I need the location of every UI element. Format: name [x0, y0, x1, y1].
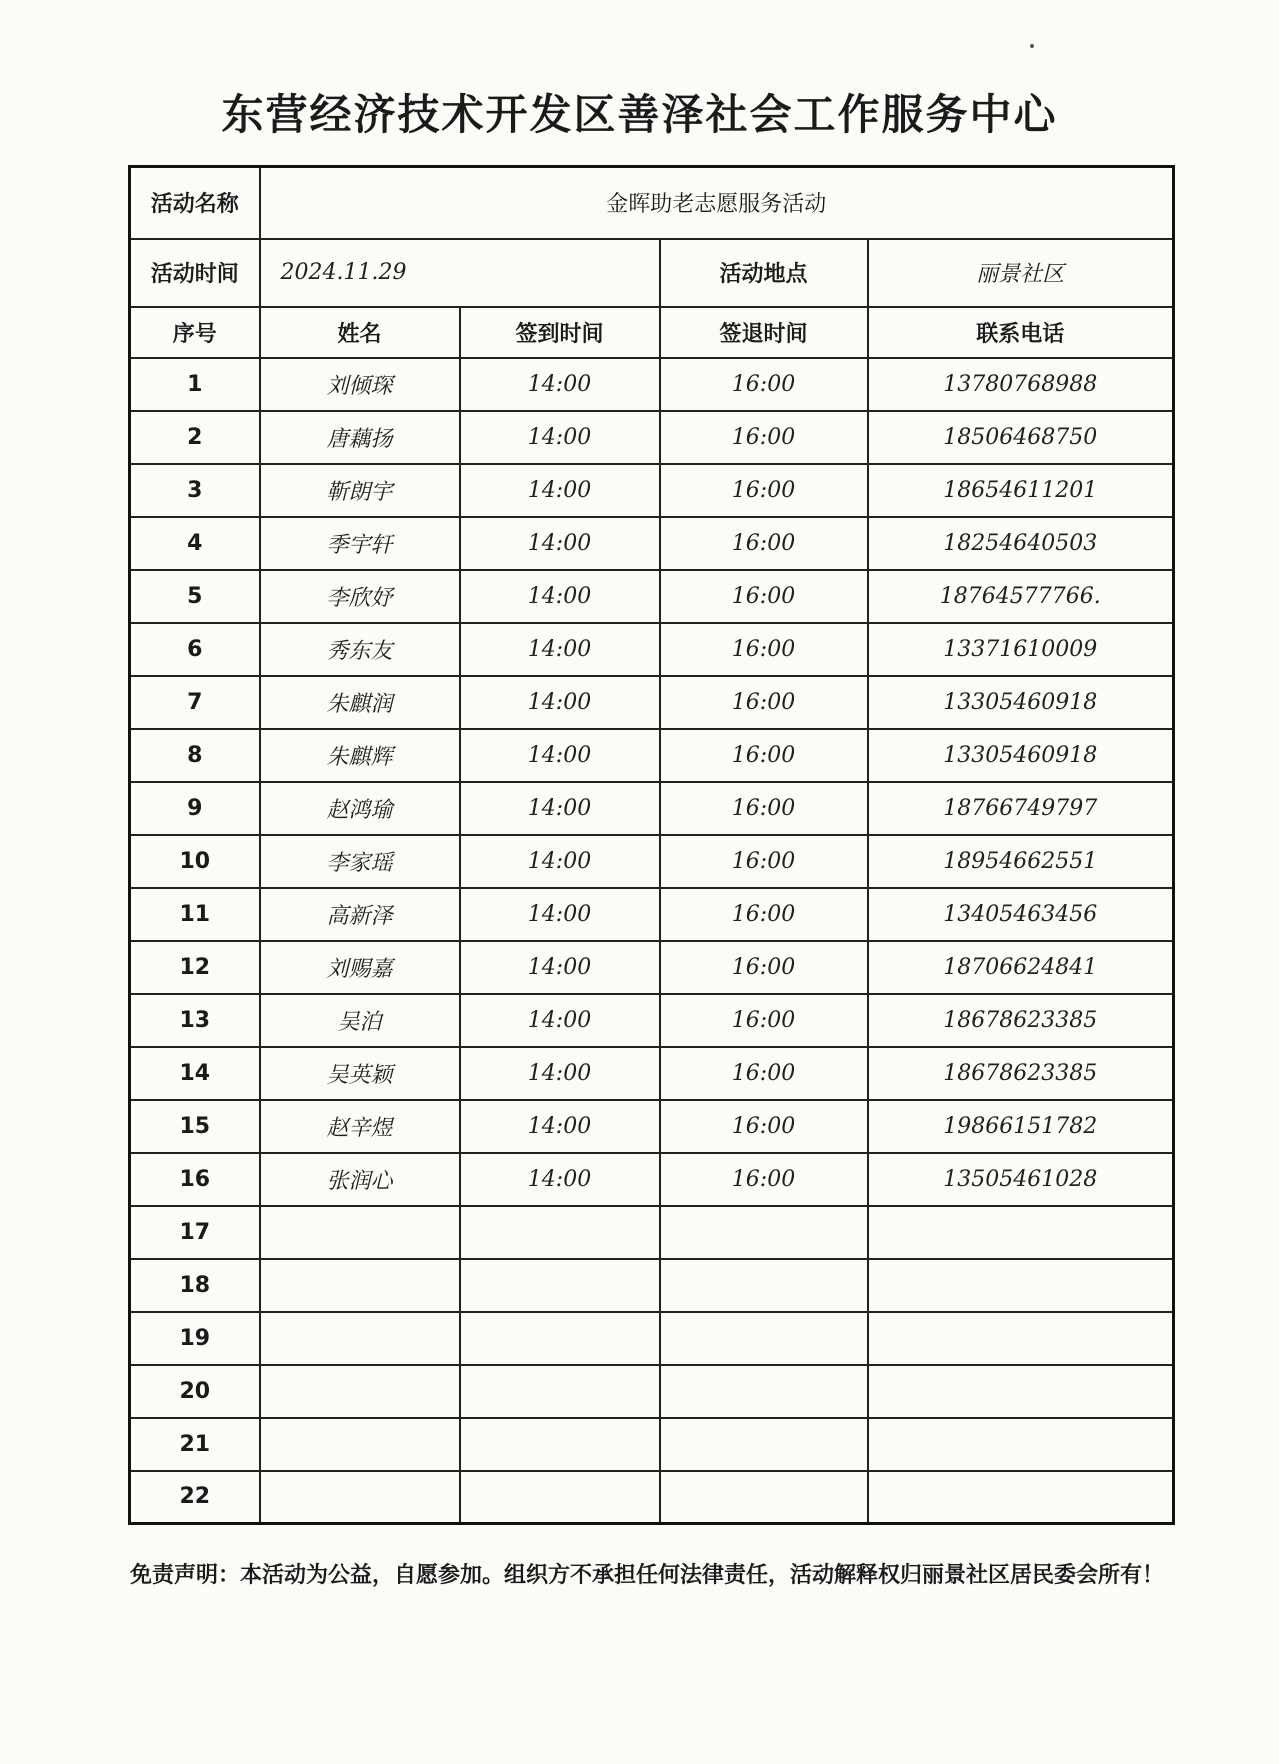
row-seq: 9: [130, 782, 260, 835]
row-name: 朱麒润: [260, 676, 460, 729]
row-seq: 10: [130, 835, 260, 888]
row-sign-out-time: 16:00: [660, 994, 868, 1047]
row-sign-in-time: [460, 1259, 660, 1312]
row-name: 李家瑶: [260, 835, 460, 888]
row-sign-in-time: 14:00: [460, 782, 660, 835]
row-phone: [868, 1206, 1174, 1259]
column-header-name: 姓名: [260, 307, 460, 358]
table-row: [130, 570, 1174, 623]
row-sign-out-time: 16:00: [660, 411, 868, 464]
activity-name-label: 活动名称: [130, 167, 260, 239]
table-row: [130, 411, 1174, 464]
row-sign-out-time: 16:00: [660, 835, 868, 888]
row-sign-in-time: 14:00: [460, 835, 660, 888]
row-name: 吴泊: [260, 994, 460, 1047]
row-name: 唐藕扬: [260, 411, 460, 464]
row-sign-out-time: 16:00: [660, 941, 868, 994]
row-sign-in-time: 14:00: [460, 941, 660, 994]
row-name: [260, 1471, 460, 1524]
sign-in-sheet: [128, 165, 1175, 1525]
row-sign-in-time: [460, 1365, 660, 1418]
row-seq: 4: [130, 517, 260, 570]
row-name: [260, 1418, 460, 1471]
row-name: 朱麒辉: [260, 729, 460, 782]
table-row: [130, 782, 1174, 835]
row-sign-out-time: 16:00: [660, 782, 868, 835]
row-sign-in-time: 14:00: [460, 464, 660, 517]
row-sign-out-time: 16:00: [660, 623, 868, 676]
table-row: [130, 623, 1174, 676]
row-sign-out-time: [660, 1471, 868, 1524]
table-row: [130, 835, 1174, 888]
activity-name-row: [130, 167, 1174, 239]
row-seq: 16: [130, 1153, 260, 1206]
row-name: 高新泽: [260, 888, 460, 941]
row-sign-in-time: 14:00: [460, 411, 660, 464]
activity-place-label: 活动地点: [660, 239, 868, 307]
row-name: 季宇轩: [260, 517, 460, 570]
activity-name-value: 金晖助老志愿服务活动: [260, 167, 1174, 239]
row-sign-in-time: 14:00: [460, 623, 660, 676]
row-name: 李欣妤: [260, 570, 460, 623]
row-seq: 20: [130, 1365, 260, 1418]
row-phone: 18954662551: [868, 835, 1174, 888]
table-row: [130, 676, 1174, 729]
column-header-row: [130, 307, 1174, 358]
row-seq: 13: [130, 994, 260, 1047]
table-row: [130, 1153, 1174, 1206]
row-name: 秀东友: [260, 623, 460, 676]
row-sign-in-time: [460, 1471, 660, 1524]
row-phone: [868, 1418, 1174, 1471]
activity-time-label: 活动时间: [130, 239, 260, 307]
disclaimer-text: 免责声明：本活动为公益，自愿参加。组织方不承担任何法律责任，活动解释权归丽景社区居民委会所有！: [130, 1563, 1165, 1588]
row-seq: 12: [130, 941, 260, 994]
row-name: [260, 1312, 460, 1365]
row-sign-in-time: 14:00: [460, 1153, 660, 1206]
row-seq: 15: [130, 1100, 260, 1153]
row-name: [260, 1365, 460, 1418]
table-row: [130, 1365, 1174, 1418]
table-row: [130, 941, 1174, 994]
row-name: 张润心: [260, 1153, 460, 1206]
table-row: [130, 729, 1174, 782]
row-sign-out-time: [660, 1418, 868, 1471]
row-phone: 13780768988: [868, 358, 1174, 411]
row-seq: 14: [130, 1047, 260, 1100]
row-name: 靳朗宇: [260, 464, 460, 517]
row-phone: 18766749797: [868, 782, 1174, 835]
row-phone: 13305460918: [868, 729, 1174, 782]
row-name: 赵辛煜: [260, 1100, 460, 1153]
row-sign-out-time: 16:00: [660, 729, 868, 782]
row-sign-out-time: [660, 1206, 868, 1259]
scan-speck: [1030, 44, 1034, 48]
table-row: [130, 358, 1174, 411]
table-row: [130, 1047, 1174, 1100]
row-phone: 18678623385: [868, 1047, 1174, 1100]
row-phone: 13405463456: [868, 888, 1174, 941]
table-row: [130, 517, 1174, 570]
column-header-seq: 序号: [130, 307, 260, 358]
row-name: 刘倾琛: [260, 358, 460, 411]
row-seq: 18: [130, 1259, 260, 1312]
row-phone: [868, 1471, 1174, 1524]
row-phone: 13505461028: [868, 1153, 1174, 1206]
row-name: [260, 1259, 460, 1312]
table-row: [130, 1471, 1174, 1524]
row-seq: 11: [130, 888, 260, 941]
row-seq: 6: [130, 623, 260, 676]
row-seq: 5: [130, 570, 260, 623]
row-name: 赵鸿瑜: [260, 782, 460, 835]
row-phone: 13305460918: [868, 676, 1174, 729]
row-phone: [868, 1312, 1174, 1365]
row-sign-in-time: [460, 1206, 660, 1259]
column-header-sign-in: 签到时间: [460, 307, 660, 358]
table-row: [130, 1418, 1174, 1471]
row-seq: 8: [130, 729, 260, 782]
row-sign-out-time: 16:00: [660, 676, 868, 729]
activity-time-row: [130, 239, 1174, 307]
table-row: [130, 1259, 1174, 1312]
table-row: [130, 1206, 1174, 1259]
row-phone: 18764577766.: [868, 570, 1174, 623]
row-sign-out-time: 16:00: [660, 464, 868, 517]
row-seq: 21: [130, 1418, 260, 1471]
row-seq: 22: [130, 1471, 260, 1524]
row-phone: 18654611201: [868, 464, 1174, 517]
row-sign-out-time: 16:00: [660, 517, 868, 570]
table-row: [130, 888, 1174, 941]
row-name: [260, 1206, 460, 1259]
row-phone: [868, 1259, 1174, 1312]
row-sign-out-time: 16:00: [660, 570, 868, 623]
row-phone: 18506468750: [868, 411, 1174, 464]
table-row: [130, 994, 1174, 1047]
row-phone: 13371610009: [868, 623, 1174, 676]
row-seq: 7: [130, 676, 260, 729]
row-sign-in-time: 14:00: [460, 729, 660, 782]
activity-place-value: 丽景社区: [868, 239, 1174, 307]
row-seq: 1: [130, 358, 260, 411]
column-header-sign-out: 签退时间: [660, 307, 868, 358]
row-seq: 2: [130, 411, 260, 464]
row-phone: 19866151782: [868, 1100, 1174, 1153]
row-sign-out-time: 16:00: [660, 358, 868, 411]
row-name: 刘赐嘉: [260, 941, 460, 994]
row-sign-in-time: [460, 1418, 660, 1471]
row-sign-out-time: 16:00: [660, 1153, 868, 1206]
row-sign-in-time: 14:00: [460, 676, 660, 729]
row-sign-in-time: 14:00: [460, 888, 660, 941]
row-sign-out-time: 16:00: [660, 1100, 868, 1153]
row-phone: 18706624841: [868, 941, 1174, 994]
row-sign-in-time: 14:00: [460, 1047, 660, 1100]
table-row: [130, 1312, 1174, 1365]
row-sign-in-time: 14:00: [460, 1100, 660, 1153]
row-sign-out-time: 16:00: [660, 888, 868, 941]
row-sign-out-time: [660, 1259, 868, 1312]
table-row: [130, 1100, 1174, 1153]
row-seq: 3: [130, 464, 260, 517]
row-sign-out-time: 16:00: [660, 1047, 868, 1100]
row-name: 吴英颖: [260, 1047, 460, 1100]
row-sign-in-time: [460, 1312, 660, 1365]
activity-time-value: 2024.11.29: [260, 239, 660, 307]
row-sign-out-time: [660, 1312, 868, 1365]
column-header-phone: 联系电话: [868, 307, 1174, 358]
row-phone: 18254640503: [868, 517, 1174, 570]
row-sign-out-time: [660, 1365, 868, 1418]
table-row: [130, 464, 1174, 517]
row-sign-in-time: 14:00: [460, 570, 660, 623]
row-sign-in-time: 14:00: [460, 517, 660, 570]
row-seq: 19: [130, 1312, 260, 1365]
row-phone: 18678623385: [868, 994, 1174, 1047]
row-phone: [868, 1365, 1174, 1418]
row-sign-in-time: 14:00: [460, 994, 660, 1047]
page-title: 东营经济技术开发区善泽社会工作服务中心: [221, 90, 1058, 139]
row-sign-in-time: 14:00: [460, 358, 660, 411]
row-seq: 17: [130, 1206, 260, 1259]
